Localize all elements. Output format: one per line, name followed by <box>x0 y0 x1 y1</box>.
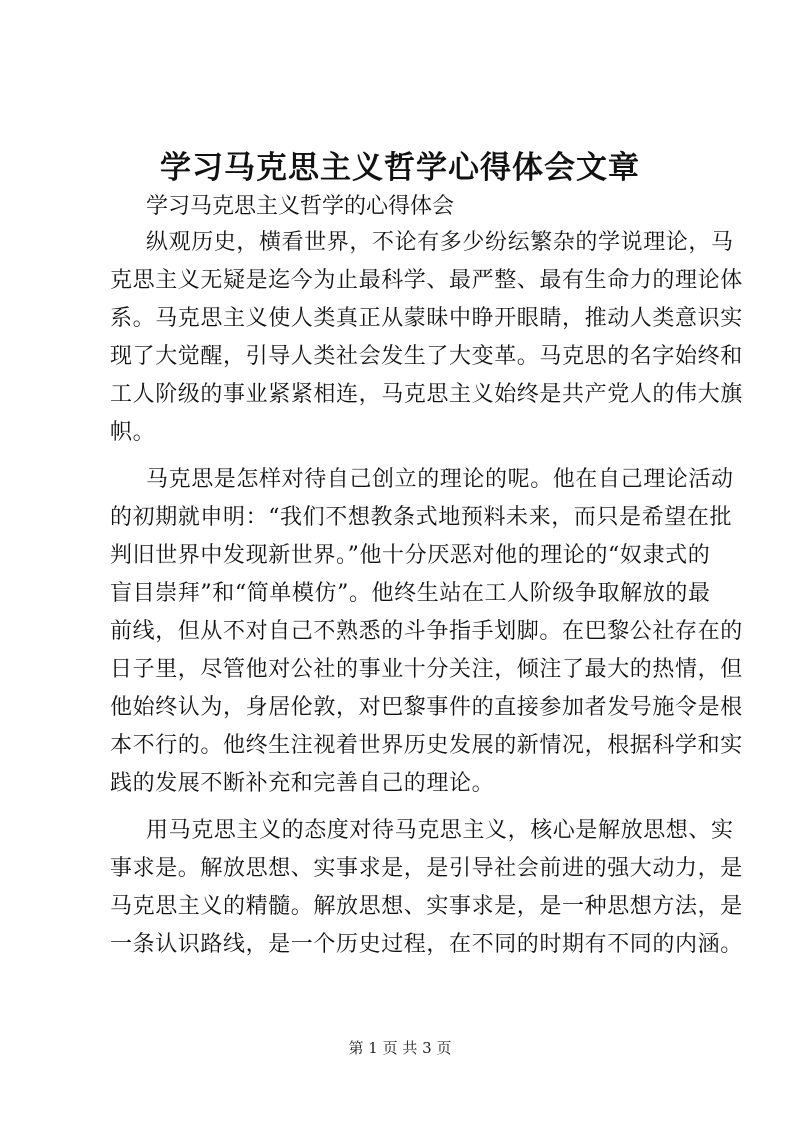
text-line: 系。马克思主义使人类真正从蒙昧中睁开眼睛，推动人类意识实 <box>110 306 743 331</box>
page-number-footer: 第 1 页 共 3 页 <box>348 1039 452 1057</box>
text-line: 判旧世界中发现新世界。”他十分厌恶对他的理论的“奴隶式的 <box>110 543 711 568</box>
text-line: 纵观历史，横看世界，不论有多少纷纭繁杂的学说理论，马 <box>146 230 734 255</box>
text-line: 盲目崇拜”和“简单模仿”。他终生站在工人阶级争取解放的最 <box>110 581 711 606</box>
document-body <box>110 224 743 973</box>
text-line: 本不行的。他终生注视着世界历史发展的新情况，根据科学和实 <box>110 733 743 758</box>
text-line: 日子里，尽管他对公社的事业十分关注，倾注了最大的热情，但 <box>110 657 743 682</box>
text-line: 帜。 <box>110 420 156 445</box>
text-line: 马克思主义的精髓。解放思想、实事求是，是一种思想方法，是 <box>110 894 743 919</box>
text-line: 的初期就申明：“我们不想教条式地预料未来，而只是希望在批 <box>110 505 733 530</box>
text-line: 践的发展不断补充和完善自己的理论。 <box>110 771 495 796</box>
document-title: 学习马克思主义哲学心得体会文章 <box>160 150 640 186</box>
text-line: 事求是。解放思想、实事求是，是引导社会前进的强大动力，是 <box>110 856 743 881</box>
text-line: 马克思是怎样对待自己创立的理论的呢。他在自己理论活动 <box>146 467 734 492</box>
text-line: 他始终认为，身居伦敦，对巴黎事件的直接参加者发号施令是根 <box>110 695 743 720</box>
text-line: 一条认识路线，是一个历史过程，在不同的时期有不同的内涵。 <box>110 932 743 957</box>
text-line: 克思主义无疑是迄今为止最科学、最严整、最有生命力的理论体 <box>110 268 743 293</box>
text-line: 用马克思主义的态度对待马克思主义，核心是解放思想、实 <box>146 818 734 843</box>
paragraph-1 <box>110 224 743 452</box>
paragraph-2 <box>110 461 743 803</box>
text-line: 前线，但从不对自己不熟悉的斗争指手划脚。在巴黎公社存在的 <box>110 619 743 644</box>
text-line: 现了大觉醒，引导人类社会发生了大变革。马克思的名字始终和 <box>110 344 743 369</box>
paragraph-3 <box>110 812 743 964</box>
document-subtitle: 学习马克思主义哲学的心得体会 <box>146 194 455 219</box>
text-line: 工人阶级的事业紧紧相连，马克思主义始终是共产党人的伟大旗 <box>110 382 743 407</box>
